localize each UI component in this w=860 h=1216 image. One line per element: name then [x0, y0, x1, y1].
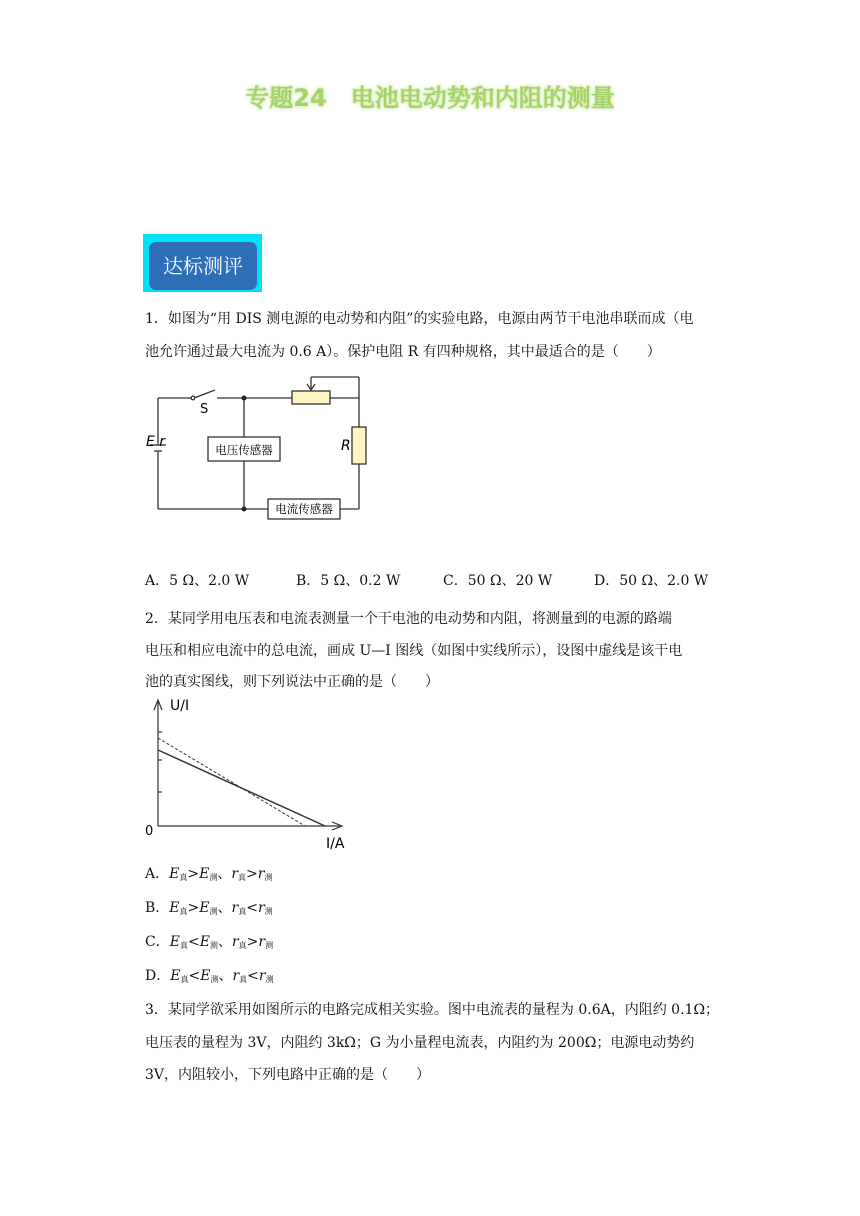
origin-label: 0 [145, 824, 154, 839]
q2-text-line2: 电压和相应电流中的总电流，画成 U—I 图线（如图中实线所示），设图中虚线是该干电 [145, 643, 683, 659]
switch-label: S [200, 402, 209, 417]
q2-text-line1: 2．某同学用电压表和电流表测量一个干电池的电动势和内阻，将测量到的电源的路端 [145, 611, 672, 627]
source-label: E r [146, 434, 166, 450]
section-badge: 达标测评 [149, 242, 257, 290]
q1-option-a: A．5 Ω、2.0 W [145, 573, 250, 589]
q1-circuit-diagram [140, 370, 380, 530]
q2-option-b: B．$E_真>E_测$、$r_真<r_测$ [145, 900, 273, 916]
q2-option-a: A．$E_真>E_测$、$r_真>r_测$ [145, 866, 273, 882]
y-axis-label: U/I [170, 698, 190, 714]
q3-text-line2: 电压表的量程为 3V，内阻约 3kΩ；G 为小量程电流表，内阻约为 200Ω；电源电动势约 [145, 1035, 695, 1051]
x-axis-label: I/A [326, 836, 345, 852]
junction-dot-bottom [242, 507, 247, 512]
page-title: 专题24 电池电动势和内阻的测量 [245, 84, 615, 112]
true-line [158, 738, 305, 826]
q3-text-line1: 3．某同学欲采用如图所示的电路完成相关实验。图中电流表的量程为 0.6A，内阻约 0.1Ω； [145, 1002, 720, 1018]
q2-text-line3: 池的真实图线，则下列说法中正确的是（ ） [145, 674, 439, 690]
current-sensor-label: 电流传感器 [275, 502, 333, 516]
voltage-sensor-label: 电压传感器 [215, 443, 273, 457]
q1-option-d: D．50 Ω、2.0 W [594, 573, 709, 589]
q1-option-b: B．5 Ω、0.2 W [296, 573, 401, 589]
q2-option-d: D．$E_真<E_测$、$r_真<r_测$ [145, 968, 274, 984]
q1-text-line1: 1．如图为“用 DIS 测电源的电动势和内阻”的实验电路，电源由两节干电池串联而成（电 [145, 311, 694, 327]
q1-text-line2: 池允许通过最大电流为 0.6 A）。保护电阻 R 有四种规格，其中最适合的是（ ） [145, 344, 661, 360]
junction-dot-top [242, 396, 247, 401]
q2-option-c: C．$E_真<E_测$、$r_真>r_测$ [145, 934, 274, 950]
q1-option-c: C．50 Ω、20 W [443, 573, 553, 589]
q3-text-line3: 3V，内阻较小，下列电路中正确的是（ ） [145, 1067, 431, 1083]
resistor-label: R [341, 438, 351, 454]
q2-ui-graph [140, 692, 365, 857]
